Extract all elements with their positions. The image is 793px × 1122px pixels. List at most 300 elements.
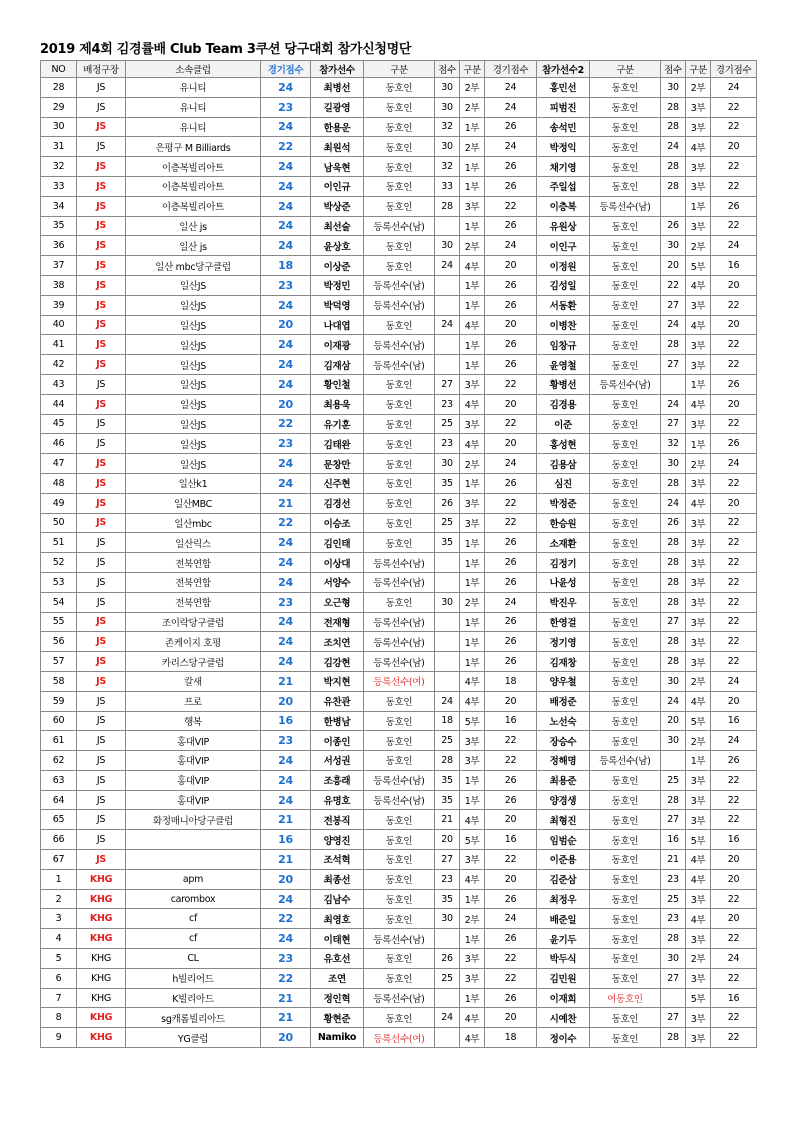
- cell-venue: JS: [77, 473, 126, 493]
- cell-venue: JS: [77, 374, 126, 394]
- cell-no: 29: [41, 97, 77, 117]
- cell-points2: 28: [661, 572, 686, 592]
- cell-type1: 동호인: [364, 117, 435, 137]
- cell-player2: 심진: [537, 473, 590, 493]
- cell-game-score2: 22: [711, 414, 757, 434]
- cell-division1: 1부: [460, 652, 485, 672]
- cell-type1: 등록선수(남): [364, 355, 435, 375]
- table-row: [41, 315, 757, 335]
- cell-player2: 이재희: [537, 988, 590, 1008]
- cell-type1: 등록선수(여): [364, 671, 435, 691]
- cell-division1: 1부: [460, 632, 485, 652]
- cell-game-score1: 26: [485, 770, 537, 790]
- cell-player2: 임창규: [537, 335, 590, 355]
- cell-club: 이층복빌리아트: [126, 176, 261, 196]
- cell-no: 33: [41, 176, 77, 196]
- cell-points1: [435, 216, 460, 236]
- cell-type2: 동호인: [590, 572, 661, 592]
- cell-division1: 3부: [460, 513, 485, 533]
- cell-team-score: 24: [261, 157, 311, 177]
- cell-points2: 24: [661, 137, 686, 157]
- cell-division1: 1부: [460, 275, 485, 295]
- cell-type1: 등록선수(여): [364, 1028, 435, 1048]
- cell-points1: 24: [435, 1008, 460, 1028]
- table-row: [41, 196, 757, 216]
- cell-player2: 이준: [537, 414, 590, 434]
- cell-player2: 윤기두: [537, 929, 590, 949]
- table-row: [41, 176, 757, 196]
- cell-game-score2: 20: [711, 275, 757, 295]
- cell-game-score1: 26: [485, 553, 537, 573]
- cell-type2: 동호인: [590, 731, 661, 751]
- cell-no: 64: [41, 790, 77, 810]
- document-title: 2019 제4회 김경률배 Club Team 3쿠션 당구대회 참가신청명단: [40, 42, 412, 57]
- cell-player2: 양우철: [537, 671, 590, 691]
- cell-team-score: 24: [261, 335, 311, 355]
- cell-division1: 2부: [460, 236, 485, 256]
- cell-game-score1: 20: [485, 394, 537, 414]
- table-row: [41, 533, 757, 553]
- cell-division1: 1부: [460, 770, 485, 790]
- cell-player2: 최형진: [537, 810, 590, 830]
- cell-game-score2: 22: [711, 889, 757, 909]
- cell-player2: 노선숙: [537, 711, 590, 731]
- cell-points2: 23: [661, 909, 686, 929]
- table-row: [41, 889, 757, 909]
- cell-team-score: 22: [261, 909, 311, 929]
- cell-venue: JS: [77, 493, 126, 513]
- cell-no: 50: [41, 513, 77, 533]
- cell-points1: 27: [435, 850, 460, 870]
- cell-division2: 3부: [686, 1008, 711, 1028]
- cell-venue: JS: [77, 592, 126, 612]
- cell-game-score1: 26: [485, 572, 537, 592]
- table-header-row: [41, 61, 757, 78]
- cell-venue: JS: [77, 533, 126, 553]
- cell-game-score2: 16: [711, 988, 757, 1008]
- cell-points1: 28: [435, 751, 460, 771]
- cell-player2: 홍민선: [537, 78, 590, 98]
- cell-team-score: 21: [261, 671, 311, 691]
- cell-type1: 동호인: [364, 434, 435, 454]
- cell-points1: 23: [435, 869, 460, 889]
- cell-points1: [435, 612, 460, 632]
- cell-player2: 김민원: [537, 968, 590, 988]
- cell-game-score1: 16: [485, 830, 537, 850]
- table-row: [41, 572, 757, 592]
- cell-division2: 4부: [686, 394, 711, 414]
- cell-player2: 박두식: [537, 949, 590, 969]
- cell-venue: JS: [77, 117, 126, 137]
- cell-type1: 동호인: [364, 414, 435, 434]
- cell-points2: 28: [661, 176, 686, 196]
- cell-points2: 27: [661, 295, 686, 315]
- cell-no: 34: [41, 196, 77, 216]
- cell-player1: 유명호: [311, 790, 364, 810]
- cell-points2: 28: [661, 117, 686, 137]
- cell-points1: 25: [435, 414, 460, 434]
- cell-game-score1: 22: [485, 493, 537, 513]
- header-no: NO: [41, 61, 77, 78]
- cell-no: 56: [41, 632, 77, 652]
- cell-player1: 최병선: [311, 78, 364, 98]
- table-row: [41, 612, 757, 632]
- cell-no: 38: [41, 275, 77, 295]
- cell-team-score: 22: [261, 414, 311, 434]
- cell-division1: 4부: [460, 671, 485, 691]
- cell-type1: 동호인: [364, 711, 435, 731]
- cell-team-score: 23: [261, 592, 311, 612]
- cell-game-score1: 22: [485, 751, 537, 771]
- cell-no: 1: [41, 869, 77, 889]
- cell-venue: KHG: [77, 889, 126, 909]
- cell-type2: 동호인: [590, 216, 661, 236]
- cell-division1: 3부: [460, 751, 485, 771]
- table-row: [41, 256, 757, 276]
- cell-type2: 등록선수(남): [590, 751, 661, 771]
- cell-points2: 28: [661, 157, 686, 177]
- cell-division2: 3부: [686, 97, 711, 117]
- table-row: [41, 493, 757, 513]
- cell-player1: 김재삼: [311, 355, 364, 375]
- cell-club: sg캐롬빌리아드: [126, 1008, 261, 1028]
- cell-player2: 윤영철: [537, 355, 590, 375]
- header-game-score1: 경기점수: [485, 61, 537, 78]
- cell-division1: 4부: [460, 256, 485, 276]
- cell-points2: 24: [661, 691, 686, 711]
- cell-team-score: 20: [261, 869, 311, 889]
- cell-venue: JS: [77, 315, 126, 335]
- cell-game-score1: 26: [485, 473, 537, 493]
- cell-venue: JS: [77, 157, 126, 177]
- cell-venue: JS: [77, 97, 126, 117]
- cell-club: cf: [126, 909, 261, 929]
- cell-venue: JS: [77, 434, 126, 454]
- cell-type2: 동호인: [590, 137, 661, 157]
- cell-points2: [661, 196, 686, 216]
- cell-player1: 이승조: [311, 513, 364, 533]
- cell-player2: 한승원: [537, 513, 590, 533]
- cell-type1: 동호인: [364, 810, 435, 830]
- cell-type2: 동호인: [590, 434, 661, 454]
- cell-division2: 3부: [686, 355, 711, 375]
- cell-club: h빌리어드: [126, 968, 261, 988]
- cell-player1: 한용운: [311, 117, 364, 137]
- cell-venue: KHG: [77, 949, 126, 969]
- cell-player2: 이인구: [537, 236, 590, 256]
- cell-club: cf: [126, 929, 261, 949]
- cell-team-score: 24: [261, 454, 311, 474]
- cell-points1: [435, 632, 460, 652]
- cell-division2: 3부: [686, 790, 711, 810]
- header-player1: 참가선수: [311, 61, 364, 78]
- cell-division1: 3부: [460, 196, 485, 216]
- table-row: [41, 1008, 757, 1028]
- table-row: [41, 652, 757, 672]
- table-row: [41, 295, 757, 315]
- cell-venue: JS: [77, 275, 126, 295]
- cell-points1: 30: [435, 78, 460, 98]
- cell-type2: 동호인: [590, 78, 661, 98]
- cell-player1: 정인혁: [311, 988, 364, 1008]
- cell-club: 존케이지 호평: [126, 632, 261, 652]
- cell-type2: 동호인: [590, 612, 661, 632]
- cell-type1: 등록선수(남): [364, 572, 435, 592]
- cell-player1: 전봉직: [311, 810, 364, 830]
- cell-points2: 28: [661, 790, 686, 810]
- cell-division2: 3부: [686, 1028, 711, 1048]
- cell-division1: 5부: [460, 711, 485, 731]
- cell-club: 일산JS: [126, 454, 261, 474]
- cell-division1: 1부: [460, 929, 485, 949]
- cell-game-score2: 22: [711, 157, 757, 177]
- cell-no: 32: [41, 157, 77, 177]
- cell-type1: 등록선수(남): [364, 275, 435, 295]
- cell-division2: 3부: [686, 592, 711, 612]
- cell-player1: 이태현: [311, 929, 364, 949]
- cell-no: 7: [41, 988, 77, 1008]
- cell-venue: JS: [77, 770, 126, 790]
- cell-player2: 임범순: [537, 830, 590, 850]
- cell-player2: 유원상: [537, 216, 590, 236]
- cell-game-score1: 24: [485, 454, 537, 474]
- cell-points1: 26: [435, 949, 460, 969]
- cell-type2: 동호인: [590, 770, 661, 790]
- cell-player1: 오근형: [311, 592, 364, 612]
- cell-game-score2: 22: [711, 295, 757, 315]
- cell-venue: KHG: [77, 1008, 126, 1028]
- cell-club: 일산 mbc당구클럽: [126, 256, 261, 276]
- cell-club: 일산k1: [126, 473, 261, 493]
- cell-game-score2: 24: [711, 454, 757, 474]
- cell-venue: JS: [77, 335, 126, 355]
- cell-game-score2: 22: [711, 335, 757, 355]
- cell-division2: 2부: [686, 236, 711, 256]
- cell-division1: 4부: [460, 315, 485, 335]
- cell-team-score: 24: [261, 612, 311, 632]
- cell-points2: 28: [661, 592, 686, 612]
- cell-points2: 25: [661, 770, 686, 790]
- header-division2: 구분: [686, 61, 711, 78]
- cell-player2: 김재창: [537, 652, 590, 672]
- cell-points1: 23: [435, 394, 460, 414]
- cell-type2: 동호인: [590, 493, 661, 513]
- cell-no: 41: [41, 335, 77, 355]
- cell-venue: KHG: [77, 909, 126, 929]
- cell-game-score2: 26: [711, 196, 757, 216]
- cell-game-score2: 22: [711, 612, 757, 632]
- cell-game-score1: 18: [485, 1028, 537, 1048]
- cell-no: 67: [41, 850, 77, 870]
- cell-division1: 4부: [460, 394, 485, 414]
- table-row: [41, 1028, 757, 1048]
- cell-points2: 28: [661, 533, 686, 553]
- cell-type2: 등록선수(남): [590, 196, 661, 216]
- cell-club: 일산JS: [126, 335, 261, 355]
- table-row: [41, 335, 757, 355]
- cell-club: 일산JS: [126, 394, 261, 414]
- cell-no: 9: [41, 1028, 77, 1048]
- table-row: [41, 751, 757, 771]
- cell-division2: 3부: [686, 117, 711, 137]
- cell-team-score: 24: [261, 176, 311, 196]
- cell-division2: 3부: [686, 612, 711, 632]
- cell-game-score2: 22: [711, 572, 757, 592]
- cell-no: 46: [41, 434, 77, 454]
- cell-division2: 5부: [686, 256, 711, 276]
- cell-type1: 동호인: [364, 157, 435, 177]
- cell-points2: 30: [661, 671, 686, 691]
- cell-type1: 등록선수(남): [364, 612, 435, 632]
- table-row: [41, 236, 757, 256]
- header-type1: 구분: [364, 61, 435, 78]
- cell-type1: 동호인: [364, 1008, 435, 1028]
- cell-team-score: 24: [261, 751, 311, 771]
- cell-team-score: 24: [261, 889, 311, 909]
- cell-game-score1: 20: [485, 691, 537, 711]
- cell-points1: [435, 671, 460, 691]
- header-player2: 참가선수2: [537, 61, 590, 78]
- cell-type2: 동호인: [590, 850, 661, 870]
- cell-venue: JS: [77, 394, 126, 414]
- cell-type1: 동호인: [364, 691, 435, 711]
- cell-type2: 동호인: [590, 355, 661, 375]
- cell-points2: 32: [661, 434, 686, 454]
- cell-game-score2: 24: [711, 731, 757, 751]
- cell-type1: 등록선수(남): [364, 652, 435, 672]
- cell-division1: 1부: [460, 355, 485, 375]
- cell-club: CL: [126, 949, 261, 969]
- cell-game-score2: 22: [711, 968, 757, 988]
- cell-type2: 동호인: [590, 632, 661, 652]
- cell-game-score2: 24: [711, 78, 757, 98]
- cell-type1: 등록선수(남): [364, 553, 435, 573]
- cell-type1: 동호인: [364, 137, 435, 157]
- cell-division2: 3부: [686, 929, 711, 949]
- cell-points2: 23: [661, 869, 686, 889]
- cell-no: 28: [41, 78, 77, 98]
- cell-game-score2: 24: [711, 236, 757, 256]
- cell-points2: 27: [661, 414, 686, 434]
- cell-game-score2: 22: [711, 216, 757, 236]
- cell-type2: 동호인: [590, 711, 661, 731]
- cell-points1: 30: [435, 592, 460, 612]
- cell-no: 53: [41, 572, 77, 592]
- cell-type1: 동호인: [364, 533, 435, 553]
- cell-team-score: 20: [261, 315, 311, 335]
- header-game-score2: 경기점수: [711, 61, 757, 78]
- cell-player1: 이인규: [311, 176, 364, 196]
- cell-game-score2: 16: [711, 711, 757, 731]
- cell-game-score1: 26: [485, 533, 537, 553]
- cell-division1: 4부: [460, 869, 485, 889]
- cell-player2: 송석민: [537, 117, 590, 137]
- cell-points2: 30: [661, 731, 686, 751]
- cell-no: 35: [41, 216, 77, 236]
- cell-game-score2: 22: [711, 1008, 757, 1028]
- cell-team-score: 16: [261, 830, 311, 850]
- cell-points2: 27: [661, 1008, 686, 1028]
- cell-game-score1: 20: [485, 810, 537, 830]
- cell-division2: 3부: [686, 335, 711, 355]
- cell-player2: 이병찬: [537, 315, 590, 335]
- cell-points1: 35: [435, 889, 460, 909]
- cell-division1: 1부: [460, 612, 485, 632]
- cell-division2: 4부: [686, 691, 711, 711]
- cell-type1: 동호인: [364, 830, 435, 850]
- cell-division1: 1부: [460, 117, 485, 137]
- cell-game-score1: 22: [485, 513, 537, 533]
- cell-player1: 서양수: [311, 572, 364, 592]
- cell-points2: 24: [661, 315, 686, 335]
- cell-type2: 동호인: [590, 652, 661, 672]
- cell-division2: 3부: [686, 572, 711, 592]
- header-points1: 점수: [435, 61, 460, 78]
- cell-player1: 김인태: [311, 533, 364, 553]
- cell-player1: 윤상호: [311, 236, 364, 256]
- cell-team-score: 24: [261, 473, 311, 493]
- cell-game-score1: 26: [485, 117, 537, 137]
- cell-club: 칼새: [126, 671, 261, 691]
- cell-club: carombox: [126, 889, 261, 909]
- cell-player1: 전재형: [311, 612, 364, 632]
- registration-table: [40, 60, 757, 1048]
- cell-no: 54: [41, 592, 77, 612]
- cell-division2: 4부: [686, 493, 711, 513]
- cell-division1: 1부: [460, 295, 485, 315]
- table-row: [41, 711, 757, 731]
- header-type2: 구분: [590, 61, 661, 78]
- cell-player1: 최용욱: [311, 394, 364, 414]
- cell-club: 은평구 M Billiards: [126, 137, 261, 157]
- cell-game-score1: 26: [485, 157, 537, 177]
- cell-type1: 등록선수(남): [364, 295, 435, 315]
- cell-player1: 남욱현: [311, 157, 364, 177]
- cell-type2: 동호인: [590, 949, 661, 969]
- cell-points1: [435, 355, 460, 375]
- cell-club: 카리스당구클럽: [126, 652, 261, 672]
- cell-points1: 25: [435, 731, 460, 751]
- cell-player1: 신주현: [311, 473, 364, 493]
- cell-team-score: 24: [261, 553, 311, 573]
- cell-venue: JS: [77, 196, 126, 216]
- cell-division2: 3부: [686, 810, 711, 830]
- cell-team-score: 21: [261, 810, 311, 830]
- cell-division1: 3부: [460, 949, 485, 969]
- table-row: [41, 414, 757, 434]
- cell-points1: 25: [435, 968, 460, 988]
- cell-game-score2: 22: [711, 652, 757, 672]
- cell-points1: [435, 572, 460, 592]
- cell-no: 40: [41, 315, 77, 335]
- cell-team-score: 24: [261, 770, 311, 790]
- cell-venue: JS: [77, 454, 126, 474]
- cell-team-score: 23: [261, 731, 311, 751]
- cell-division1: 2부: [460, 592, 485, 612]
- cell-player1: 박상준: [311, 196, 364, 216]
- cell-player1: 이상준: [311, 256, 364, 276]
- table-row: [41, 513, 757, 533]
- cell-points2: 27: [661, 968, 686, 988]
- cell-points1: [435, 553, 460, 573]
- cell-no: 63: [41, 770, 77, 790]
- table-row: [41, 691, 757, 711]
- cell-player1: 김강현: [311, 652, 364, 672]
- cell-division1: 3부: [460, 374, 485, 394]
- cell-type1: 동호인: [364, 196, 435, 216]
- cell-player1: 박지현: [311, 671, 364, 691]
- cell-game-score1: 26: [485, 632, 537, 652]
